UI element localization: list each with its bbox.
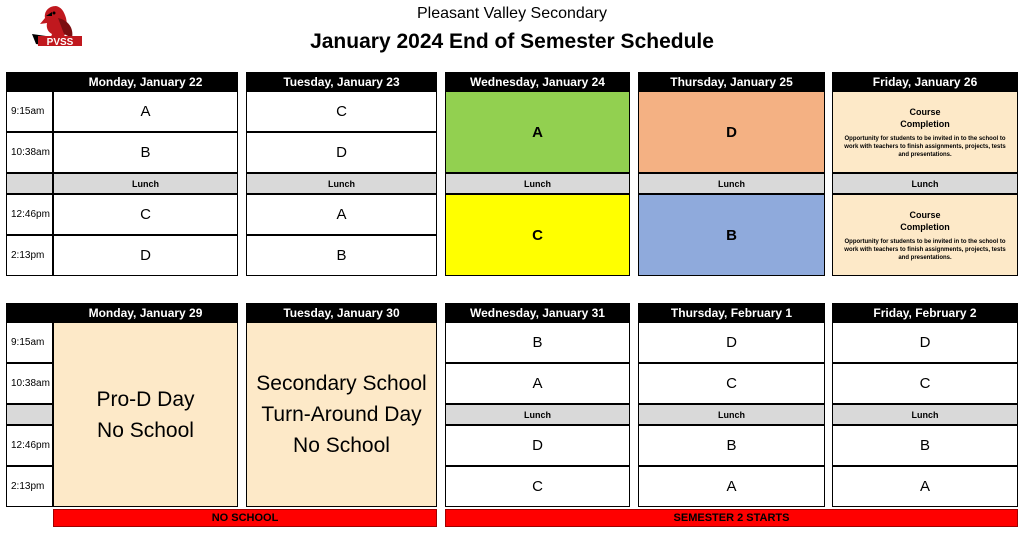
lunch-cell: Lunch	[832, 173, 1018, 194]
course-completion-desc: Opportunity for students to be invited in to the school to work with teachers to finish assignments, projects, tests and presentations.	[844, 135, 1006, 158]
lunch-cell: Lunch	[53, 173, 238, 194]
course-completion-title-2: Completion	[900, 221, 950, 232]
time-label: 10:38am	[6, 363, 53, 404]
time-header-w1	[6, 72, 53, 91]
day-header-mon-w2: Monday, January 29	[53, 303, 238, 322]
block-cell: C	[638, 363, 825, 404]
block-cell: A	[53, 91, 238, 132]
semester-2-starts-bar: SEMESTER 2 STARTS	[445, 509, 1018, 527]
course-completion-title-1: Course	[909, 106, 941, 117]
course-completion-title-2: Completion	[900, 118, 950, 129]
lunch-cell: Lunch	[445, 173, 630, 194]
pro-d-day-cell: Pro-D Day No School	[53, 322, 238, 507]
block-cell: D	[445, 425, 630, 466]
block-cell: C	[445, 466, 630, 507]
lunch-cell: Lunch	[445, 404, 630, 425]
block-cell: B	[638, 425, 825, 466]
block-cell-double: D	[638, 91, 825, 173]
course-completion-title-1: Course	[909, 209, 941, 220]
no-school-bar: NO SCHOOL	[53, 509, 437, 527]
time-label: 9:15am	[6, 91, 53, 132]
time-header-w2	[6, 303, 53, 322]
lunch-time-cell	[6, 404, 53, 425]
day-header-mon-w1: Monday, January 22	[53, 72, 238, 91]
block-cell: A	[832, 466, 1018, 507]
day-header-tue-w1: Tuesday, January 23	[246, 72, 437, 91]
block-cell: D	[638, 322, 825, 363]
block-cell: D	[53, 235, 238, 276]
block-cell: C	[832, 363, 1018, 404]
block-cell: B	[445, 322, 630, 363]
block-cell: B	[832, 425, 1018, 466]
block-cell: A	[638, 466, 825, 507]
day-header-thu-w2: Thursday, February 1	[638, 303, 825, 322]
time-label: 10:38am	[6, 132, 53, 173]
time-label: 9:15am	[6, 322, 53, 363]
block-cell: D	[832, 322, 1018, 363]
day-header-fri-w2: Friday, February 2	[832, 303, 1018, 322]
day-header-fri-w1: Friday, January 26	[832, 72, 1018, 91]
page-title: January 2024 End of Semester Schedule	[310, 30, 714, 53]
day-header-wed-w1: Wednesday, January 24	[445, 72, 630, 91]
block-cell: D	[246, 132, 437, 173]
school-name: Pleasant Valley Secondary	[416, 5, 608, 22]
turn-around-day-cell: Secondary School Turn-Around Day No School	[246, 322, 437, 507]
time-label: 12:46pm	[6, 425, 53, 466]
course-completion-cell	[832, 91, 1018, 173]
block-cell: A	[445, 363, 630, 404]
time-label: 2:13pm	[6, 466, 53, 507]
block-cell-double: C	[445, 194, 630, 276]
day-header-wed-w2: Wednesday, January 31	[445, 303, 630, 322]
course-completion-desc: Opportunity for students to be invited in to the school to work with teachers to finish assignments, projects, tests and presentations.	[844, 238, 1006, 261]
lunch-time-cell	[6, 173, 53, 194]
block-cell: B	[246, 235, 437, 276]
svg-text:PVSS: PVSS	[46, 37, 74, 48]
course-completion-cell	[832, 194, 1018, 276]
day-header-tue-w2: Tuesday, January 30	[246, 303, 437, 322]
block-cell: C	[246, 91, 437, 132]
block-cell: C	[53, 194, 238, 235]
lunch-cell: Lunch	[638, 173, 825, 194]
block-cell: A	[246, 194, 437, 235]
block-cell-double: B	[638, 194, 825, 276]
lunch-cell: Lunch	[832, 404, 1018, 425]
time-label: 12:46pm	[6, 194, 53, 235]
block-cell: B	[53, 132, 238, 173]
lunch-cell: Lunch	[638, 404, 825, 425]
block-cell-double: A	[445, 91, 630, 173]
time-label: 2:13pm	[6, 235, 53, 276]
day-header-thu-w1: Thursday, January 25	[638, 72, 825, 91]
lunch-cell: Lunch	[246, 173, 437, 194]
